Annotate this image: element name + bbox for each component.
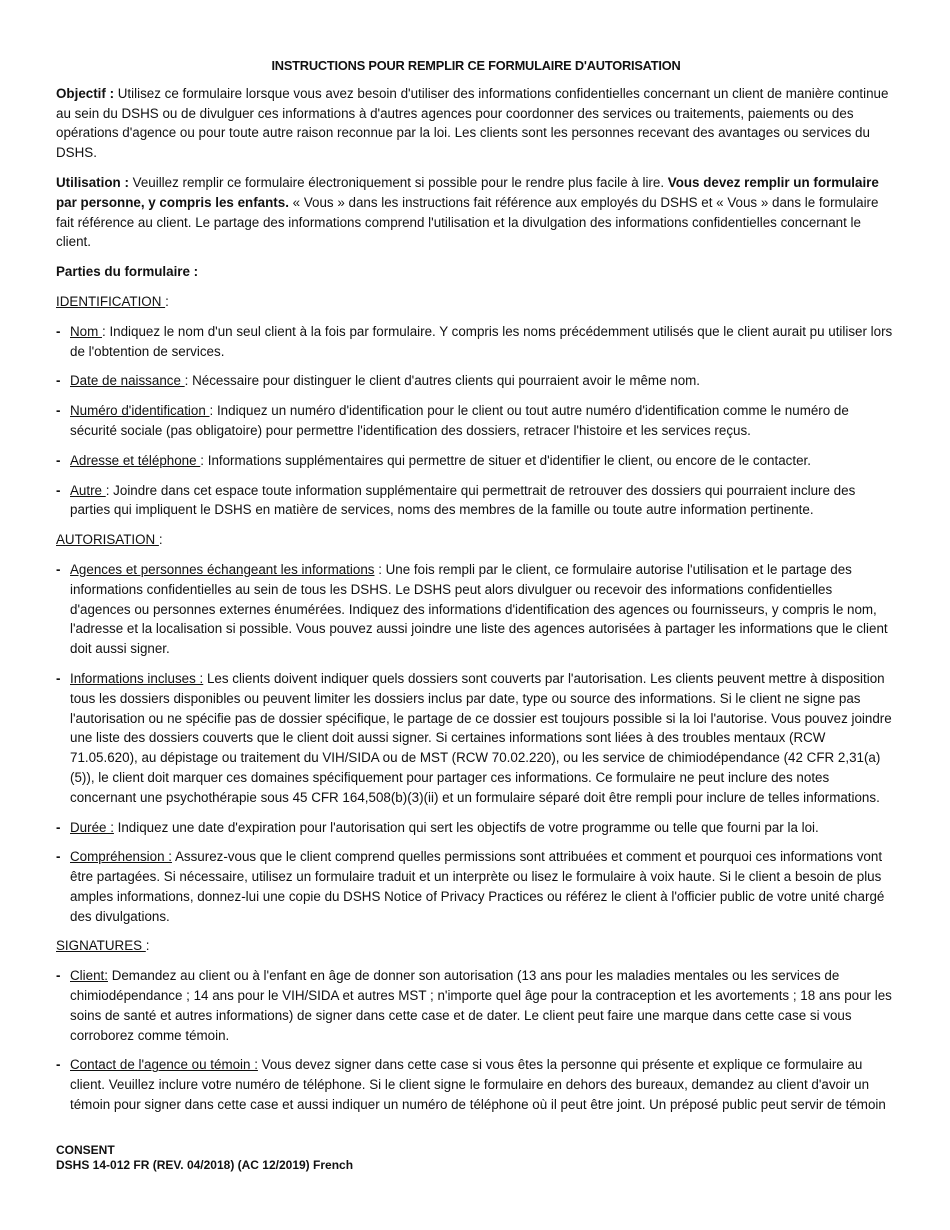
item-label: Numéro d'identification xyxy=(70,403,210,419)
bullet-dash: - xyxy=(56,968,61,984)
item-label: Informations incluses : xyxy=(70,670,204,686)
autorisation-heading-colon: : xyxy=(158,532,163,548)
list-item-adresse-telephone xyxy=(56,451,896,471)
bullet-dash: - xyxy=(56,849,61,865)
parties-heading: Parties du formulaire : xyxy=(56,264,199,280)
bullet-dash: - xyxy=(56,482,61,498)
list-item-duree xyxy=(56,818,896,838)
list-item-date-de-naissance xyxy=(56,371,896,391)
document-page xyxy=(56,56,896,1125)
item-label: Compréhension : xyxy=(70,849,172,865)
page-footer xyxy=(56,1143,353,1173)
objectif-paragraph xyxy=(56,84,896,163)
list-item-nom xyxy=(56,322,896,362)
item-label: Client: xyxy=(70,968,108,984)
item-label: Nom xyxy=(70,323,102,339)
utilisation-text-1: Veuillez remplir ce formulaire électroniquement si possible pour le rendre plus facile à lire. xyxy=(128,174,668,190)
bullet-dash: - xyxy=(56,670,61,686)
identification-heading xyxy=(56,292,896,312)
bullet-dash: - xyxy=(56,403,61,419)
item-label: Autre xyxy=(70,482,106,498)
autorisation-heading-label: AUTORISATION xyxy=(56,532,159,548)
item-label: Agences et personnes échangeant les informations xyxy=(70,561,375,577)
item-text: Demandez au client ou à l'enfant en âge de donner son autorisation (13 ans pour les maladies mentales ou les services de chimiodépendance ; 14 ans pour le VIH/SIDA et autres MST ; n'importe quel âge pour la contraception et les avortements ; 18 ans pour les soins de santé et autres informations) de signer dans cette case et de dater. Le client peut faire une marque dans cette case si vous corroborez comme témoin. xyxy=(70,968,892,1043)
identification-heading-colon: : xyxy=(165,293,169,309)
item-text: Indiquez une date d'expiration pour l'autorisation qui sert les objectifs de votre programme ou telle que fourni par la loi. xyxy=(113,819,819,835)
bullet-dash: - xyxy=(56,452,61,468)
item-text: : Indiquez le nom d'un seul client à la fois par formulaire. Y compris les noms précédemment utilisés que le client aurait pu utiliser lors de l'obtention de services. xyxy=(70,323,893,359)
signatures-heading-colon: : xyxy=(145,938,150,954)
item-text: : Joindre dans cet espace toute information supplémentaire qui permettrait de retrouver des dossiers qui pourraient inclure des parties qui impliquent le DSHS en matière de services, noms des membres de la famille ou toute autre information pertinente. xyxy=(70,482,856,518)
bullet-dash: - xyxy=(56,323,61,339)
utilisation-label: Utilisation : xyxy=(56,174,129,190)
page-title: INSTRUCTIONS POUR REMPLIR CE FORMULAIRE D'AUTORISATION xyxy=(271,58,681,73)
item-text: : Nécessaire pour distinguer le client d'autres clients qui pourraient avoir le même nom. xyxy=(184,373,701,389)
bullet-dash: - xyxy=(56,561,61,577)
autorisation-heading xyxy=(56,530,896,550)
list-item-comprehension xyxy=(56,847,896,926)
list-item-contact-agence xyxy=(56,1055,896,1114)
item-text: Assurez-vous que le client comprend quelles permissions sont attribuées et comment et pourquoi ces informations vont être partagées. Si nécessaire, utilisez un formulaire traduit et un interprète ou lisez le formulaire à voix haute. Si le client a besoin de plus amples informations, donnez-lui une copie du DSHS Notice of Privacy Practices ou référez le client à l'officier public de votre unité chargé des divulgations. xyxy=(70,849,885,924)
bullet-dash: - xyxy=(56,1057,61,1073)
objectif-text: Utilisez ce formulaire lorsque vous avez besoin d'utiliser des informations confidentielles concernant un client de manière continue au sein du DSHS ou de divulguer ces informations à d'autres agences pour coordonner des services ou traitements, paiements ou des opérations d'agence ou pour toute autre raison reconnue par la loi. Les clients sont les personnes recevant des avantages ou services du DSHS. xyxy=(56,85,889,161)
list-item-client xyxy=(56,966,896,1045)
utilisation-paragraph xyxy=(56,173,896,252)
item-text: : Informations supplémentaires qui permettre de situer et d'identifier le client, ou encore de le contacter. xyxy=(200,452,811,468)
utilisation-text-2: « Vous » dans les instructions fait référence aux employés du DSHS et « Vous » dans le formulaire fait référence au client. Le partage des informations comprend l'utilisation et la divulgation des informations confidentielles concernant le client. xyxy=(56,194,879,250)
signatures-heading xyxy=(56,936,896,956)
utilisation-bold-text: Vous devez remplir un formulaire par personne, y compris les enfants. xyxy=(56,174,879,210)
item-text: Vous devez signer dans cette case si vous êtes la personne qui présente et explique ce formulaire au client. Veuillez inclure votre numéro de téléphone. Si le client signe le formulaire en dehors des bureaux, demandez au client d'avoir un témoin pour signer dans cette case et aussi indiquer un numéro de téléphone où il peut être joint. Un préposé public peut servir de témoin xyxy=(70,1057,886,1113)
list-item-agences xyxy=(56,560,896,659)
item-label: Date de naissance xyxy=(70,373,185,389)
item-label: Durée : xyxy=(70,819,114,835)
item-label: Contact de l'agence ou témoin : xyxy=(70,1057,258,1073)
item-text: : Une fois rempli par le client, ce formulaire autorise l'utilisation et le partage des informations confidentielles au sein de tous les DSHS. Le DSHS peut alors divulguer ou recevoir des informations confidentielles d'agences ou personnes externes énumérées. Indiquez des informations d'identification des agences ou fournisseurs, y compris le nom, l'adresse et la localisation si possible. Vous pouvez aussi joindre une liste des agences autorisées à partager les informations que le client doit aussi signer. xyxy=(70,561,888,657)
list-item-numero-identification xyxy=(56,401,896,441)
signatures-heading-label: SIGNATURES xyxy=(56,938,146,954)
item-label: Adresse et téléphone xyxy=(70,452,201,468)
identification-heading-label: IDENTIFICATION xyxy=(56,293,166,309)
footer-form-type: CONSENT xyxy=(56,1143,115,1157)
list-item-informations-incluses xyxy=(56,669,896,808)
bullet-dash: - xyxy=(56,819,61,835)
list-item-autre xyxy=(56,481,896,521)
footer-form-number: DSHS 14-012 FR (REV. 04/2018) (AC 12/2019) French xyxy=(56,1158,354,1172)
objectif-label: Objectif : xyxy=(56,85,115,101)
bullet-dash: - xyxy=(56,373,61,389)
item-text: : Indiquez un numéro d'identification pour le client ou tout autre numéro d'identification comme le numéro de sécurité sociale (pas obligatoire) pour permettre l'identification des dossiers, retracer l'histoire et les services reçus. xyxy=(70,403,849,438)
item-text: Les clients doivent indiquer quels dossiers sont couverts par l'autorisation. Les clients peuvent mettre à disposition tous les dossiers disponibles ou peuvent limiter les dossiers inclus par date, type ou source des informations. Si le client ne signe pas l'autorisation ou ne spécifie pas de dossier spécifique, le partage de ce dossier est toujours possible si la loi l'autorise. Vous pouvez joindre une liste des dossiers couverts que le client doit aussi signer. Si certaines informations sont liées à des troubles mentaux (RCW 71.05.620), au dépistage ou traitement du VIH/SIDA ou de MST (RCW 70.02.220), ou les service de chimiodépendance (42 CFR 2,31(a)(5)), le client doit marquer ces domaines spécifiquement pour partager ces informations. Ce formulaire ne peut inclure des notes concernant une psychothérapie sous 45 CFR 164,508(b)(3)(ii) et un formulaire séparé doit être rempli pour inclure de telles informations. xyxy=(70,670,892,805)
